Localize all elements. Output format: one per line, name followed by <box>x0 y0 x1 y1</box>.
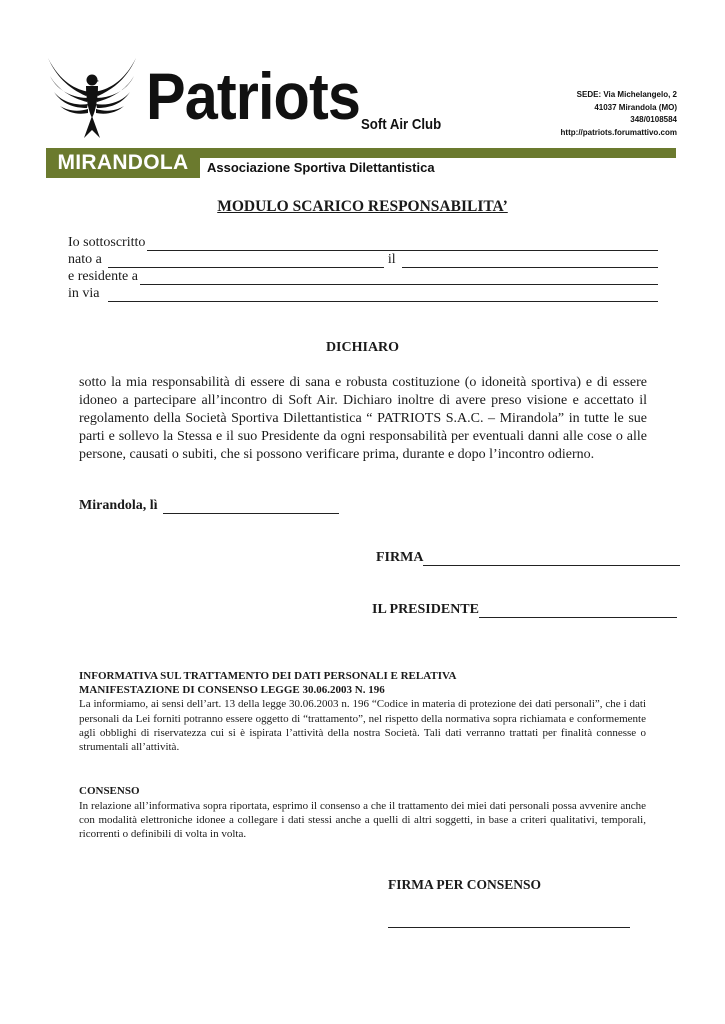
field-nato-line[interactable] <box>108 254 384 268</box>
consenso-body: In relazione all’informativa sopra riportata, esprimo il consenso a che il trattamento dei miei dati personali possa avvenire anche con modalità elettroniche idonee a collegare i dati stessi anche a quelli di altri soggetti, in base a criteri qualitativi, temporali, ricorrenti o definibili di volta in volta. <box>79 800 646 841</box>
brand-name: Patriots <box>146 59 360 133</box>
privacy-notice <box>79 669 646 754</box>
consenso-heading: CONSENSO <box>79 785 140 797</box>
band-label: MIRANDOLA <box>46 148 200 178</box>
field-via-line[interactable] <box>108 288 659 302</box>
firma-consenso-label: FIRMA PER CONSENSO <box>388 877 542 892</box>
place-label: Mirandola, lì <box>79 498 158 513</box>
field-nato-label: nato a <box>68 252 102 267</box>
dichiaro-heading: DICHIARO <box>325 340 400 355</box>
privacy-heading-2: MANIFESTAZIONE DI CONSENSO LEGGE 30.06.2003 N. 196 <box>79 684 385 697</box>
field-residente-label: e residente a <box>68 269 138 284</box>
presidente-signature <box>372 602 677 618</box>
field-sottoscritto-label: Io sottoscritto <box>68 235 146 250</box>
headquarters-info <box>477 89 677 139</box>
place-date <box>79 498 339 514</box>
field-il-label: il <box>387 252 396 267</box>
association-label: Associazione Sportiva Dilettantistica <box>207 160 435 175</box>
firma-line[interactable] <box>423 551 680 566</box>
field-residente-line[interactable] <box>140 271 658 285</box>
field-il-line[interactable] <box>402 254 658 268</box>
eagle-logo-icon <box>46 54 138 140</box>
field-via <box>68 285 658 302</box>
form-title: MODULO SCARICO RESPONSABILITA’ <box>217 198 508 215</box>
firma-label: FIRMA <box>376 550 424 565</box>
field-nato <box>68 251 658 268</box>
presidente-label: IL PRESIDENTE <box>372 602 479 617</box>
brand-subtitle: Soft Air Club <box>361 116 442 133</box>
field-sottoscritto <box>68 234 658 251</box>
field-via-label: in via <box>68 286 100 301</box>
presidente-line[interactable] <box>479 603 677 618</box>
declaration-text: sotto la mia responsabilità di essere di sana e robusta costituzione (o idoneità sportiva) e di essere idoneo a partecipare all’incontro di Soft Air. Dichiaro inoltre di avere preso visione e accettato il regolamento della Società Sportiva Dilettantistica “ PATRIOTS S.A.C. – Mirandola” in tutte le sue parti e sollevo la Stessa e il suo Presidente da ogni responsabilità per eventuali danni alle cose o alle persone, causati o subiti, che si possono verificare prima, durante e dopo l’incontro odierno. <box>79 375 647 462</box>
hq-address: SEDE: Via Michelangelo, 2 <box>576 90 677 99</box>
field-residente <box>68 268 658 285</box>
date-line[interactable] <box>163 499 339 514</box>
privacy-heading-1: INFORMATIVA SUL TRATTAMENTO DEI DATI PERSONALI E RELATIVA <box>79 670 457 682</box>
privacy-body: La informiamo, ai sensi dell’art. 13 della legge 30.06.2003 n. 196 “Codice in materia di protezione dei dati personali”, che i dati personali da Lei forniti potranno essere oggetto di “trattamento”, nel rispetto della normativa sopra richiamata e conformemente agli obblighi di riservatezza cui si è ispirata l’attività della nostra Società. Tali dati verranno trattati per finalità connesse o strumentali all’attività. <box>79 698 646 754</box>
hq-city: 41037 Mirandola (MO) <box>594 102 677 112</box>
firma-consenso-line[interactable] <box>388 927 630 928</box>
hq-website: http://patriots.forumattivo.com <box>560 127 677 137</box>
firma-signature <box>376 550 680 566</box>
field-sottoscritto-line[interactable] <box>147 237 658 251</box>
hq-phone: 348/0108584 <box>630 115 677 124</box>
